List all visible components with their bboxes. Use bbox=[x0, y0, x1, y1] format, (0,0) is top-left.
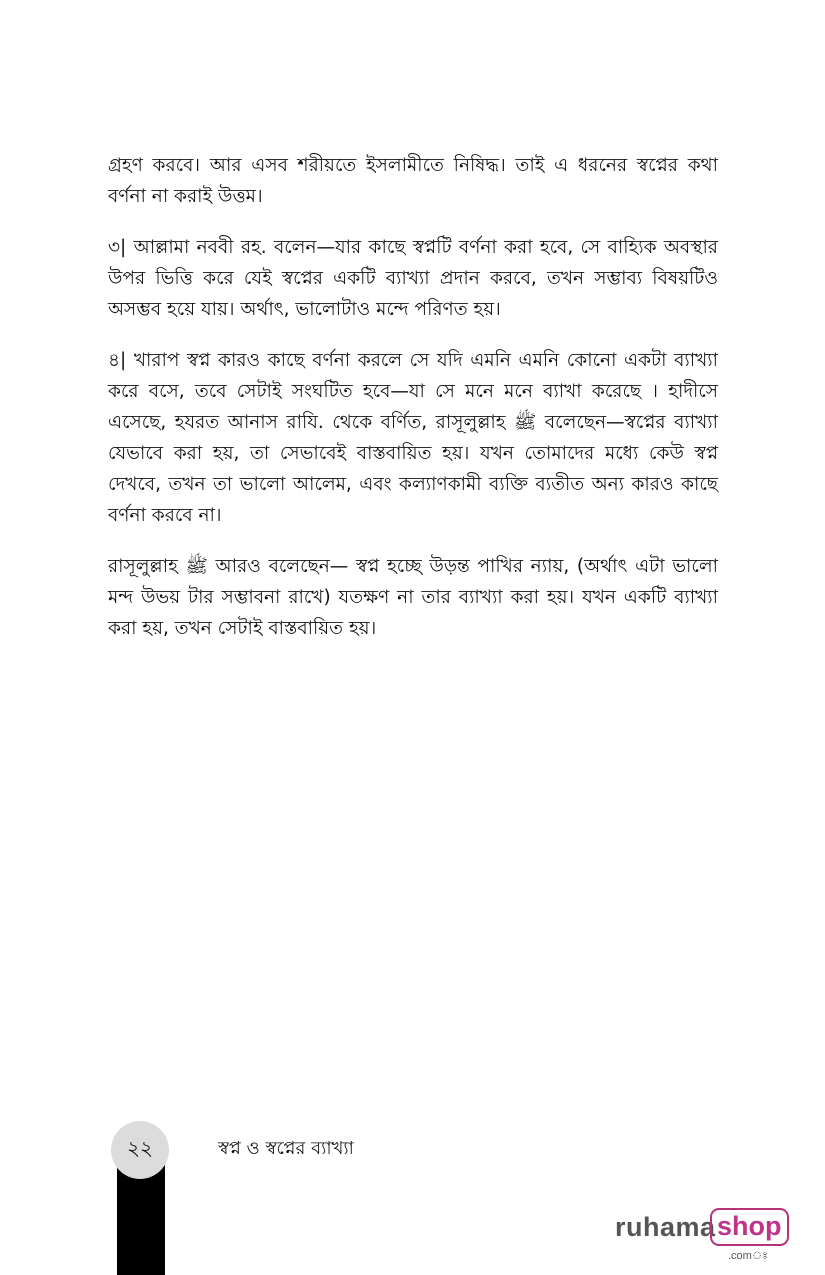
paragraph-3: ৪| খারাপ স্বপ্ন কারও কাছে বর্ণনা করলে সে যদি এমনি এমনি কোনো একটা ব্যাখ্যা করে বসে, তবে সেটাই সংঘটিত হবে—যা সে মনে মনে ব্যাখা করেছে । হাদীসে এসেছে, হযরত আনাস রাযি. থেকে বর্ণিত, রাসূলুল্লাহ ﷺ বলেছেন—স্বপ্নের ব্যাখ্যা যেভাবে করা হয়, তা সেভাবেই বাস্তবায়িত হয়। যখন তোমাদের মধ্যে কেউ স্বপ্ন দেখবে, তখন তা ভালো আলেম, এবং কল্যাণকামী ব্যক্তি ব্যতীত অন্য কারও কাছে বর্ণনা করবে না। bbox=[108, 350, 718, 526]
paragraph-1: গ্রহণ করবে। আর এসব শরীয়তে ইসলামীতে নিষিদ্ধ। তাই এ ধরনের স্বপ্নের কথা বর্ণনা না করাই উত্তম। bbox=[108, 155, 718, 207]
page-body bbox=[108, 150, 718, 664]
running-footer-title: স্বপ্ন ও স্বপ্নের ব্যাখ্যা bbox=[218, 1138, 354, 1159]
page-number: ২২ bbox=[126, 1135, 153, 1160]
paragraph-2: ৩| আল্লামা নববী রহ. বলেন—যার কাছে স্বপ্নটি বর্ণনা করা হবে, সে বাহ্যিক অবস্থার উপর ভিত্তি করে যেই স্বপ্নের একটি ব্যাখ্যা প্রদান করবে, তখন সম্ভাব্য বিষয়টিও অসম্ভব হয়ে যায়। অর্থাৎ, ভালোটাও মন্দে পরিণত হয়। bbox=[108, 237, 718, 320]
page-number-badge bbox=[111, 1121, 169, 1179]
ruhama-shop-logo bbox=[615, 1208, 785, 1268]
logo-text-suffix: .comঃ bbox=[728, 1250, 769, 1262]
paragraph-4: রাসূলুল্লাহ ﷺ আরও বলেছেন— স্বপ্ন হচ্ছে উড়ন্ত পাখির ন্যায়, (অর্থাৎ এটা ভালো মন্দ উভয় টার সম্ভাবনা রাখে) যতক্ষণ না তার ব্যাখ্যা করা হয়। যখন একটি ব্যাখ্যা করা হয়, তখন সেটাই বাস্তবায়িত হয়। bbox=[108, 556, 718, 639]
logo-text-shop: shop bbox=[710, 1208, 789, 1246]
logo-text-main: ruhama bbox=[615, 1212, 716, 1242]
